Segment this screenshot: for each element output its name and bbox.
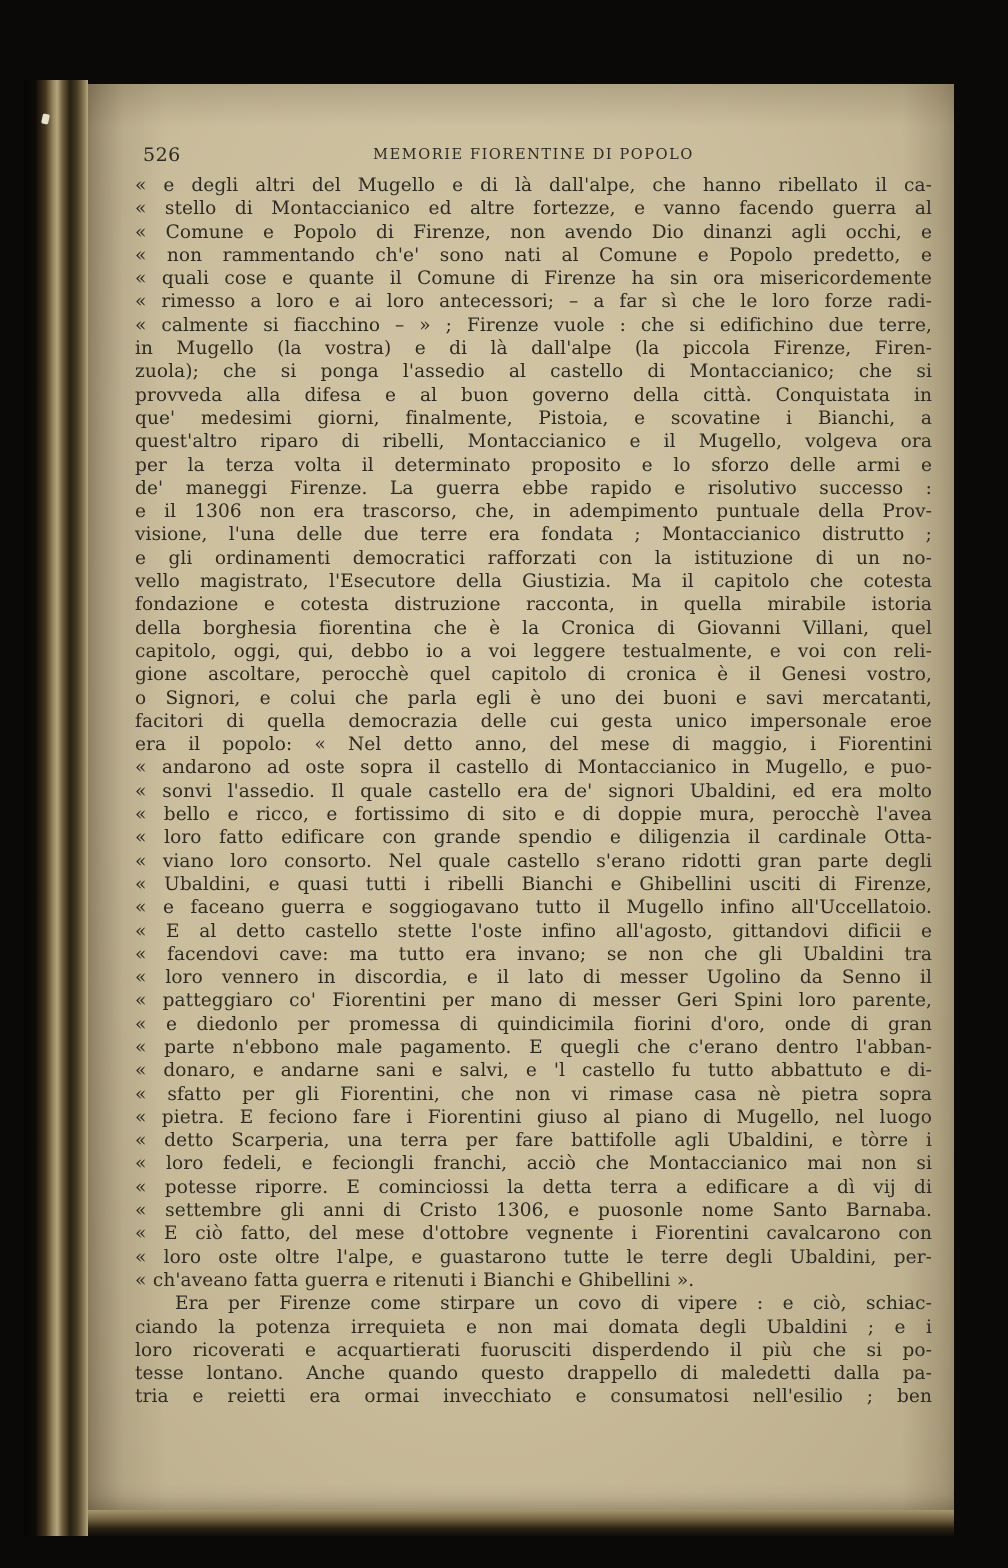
text-line: « sfatto per gli Fiorentini, che non vi rimase casa nè pietra sopra <box>135 1083 932 1105</box>
text-line: vello magistrato, l'Esecutore della Giustizia. Ma il capitolo che cotesta <box>135 571 932 593</box>
text-line: facitori di quella democrazia delle cui gesta unico impersonale eroe <box>135 710 932 732</box>
text-line: loro ricoverati e acquartierati fuorusciti disperdendo il più che si po- <box>135 1339 932 1361</box>
text-line: « calmente si fiacchino – » ; Firenze vuole : che si edifichino due terre, <box>135 314 932 336</box>
text-line: e gli ordinamenti democratici rafforzati con la istituzione di un no- <box>135 547 932 569</box>
text-line: tesse lontano. Anche quando questo drappello di maledetti dalla pa- <box>135 1363 932 1385</box>
text-line: visione, l'una delle due terre era fondata ; Montaccianico distrutto ; <box>135 524 932 546</box>
paper-chip <box>41 113 50 124</box>
text-line: Era per Firenze come stirpare un covo di vipere : e ciò, schiac- <box>175 1293 932 1315</box>
page-bottom-edge <box>88 1510 954 1538</box>
text-line: o Signori, e colui che parla egli è uno dei buoni e savi mercatanti, <box>135 687 932 709</box>
page-number: 526 <box>143 144 181 166</box>
text-line: « facendovi cave: ma tutto era invano; se non che gli Ubaldini tra <box>135 943 932 965</box>
text-line: fondazione e cotesta distruzione racconta, in quella mirabile istoria <box>135 594 932 616</box>
text-line: « viano loro consorto. Nel quale castello s'erano ridotti gran parte degli <box>135 850 932 872</box>
text-line: « E ciò fatto, del mese d'ottobre vegnente i Fiorentini cavalcarono con <box>135 1223 932 1245</box>
text-line: e il 1306 non era trascorso, che, in adempimento puntuale della Prov- <box>135 501 932 523</box>
text-line: zuola); che si ponga l'assedio al castello di Montaccianico; che si <box>135 361 932 383</box>
text-line: in Mugello (la vostra) e di là dall'alpe (la piccola Firenze, Firen- <box>135 338 932 360</box>
book-page <box>88 84 954 1510</box>
text-line: per la terza volta il determinato proposito e lo sforzo delle armi e <box>135 454 932 476</box>
text-line: « sonvi l'assedio. Il quale castello era de' signori Ubaldini, ed era molto <box>135 780 932 802</box>
text-line: ciando la potenza irrequieta e non mai domata degli Ubaldini ; e i <box>135 1316 932 1338</box>
text-line: « andarono ad oste sopra il castello di Montaccianico in Mugello, e puo- <box>135 757 932 779</box>
text-line: provveda alla difesa e al buon governo della città. Conquistata in <box>135 384 932 406</box>
text-line: « Comune e Popolo di Firenze, non avendo Dio dinanzi agli occhi, e <box>135 221 932 243</box>
text-line: « ch'aveano fatta guerra e ritenuti i Bianchi e Ghibellini ». <box>135 1269 695 1291</box>
text-line: « parte n'ebbono male pagamento. E quegli che c'erano dentro l'abban- <box>135 1036 932 1058</box>
text-line: « detto Scarperia, una terra per fare battifolle agli Ubaldini, e tòrre i <box>135 1130 932 1152</box>
text-line: « loro fedeli, e feciongli franchi, acciò che Montaccianico mai non si <box>135 1153 932 1175</box>
text-line: « loro fatto edificare con grande spendio e diligenzia il cardinale Otta- <box>135 827 932 849</box>
text-line: que' medesimi giorni, finalmente, Pistoia, e scovatine i Bianchi, a <box>135 407 932 429</box>
text-line: della borghesia fiorentina che è la Cronica di Giovanni Villani, quel <box>135 617 932 639</box>
text-line: « Ubaldini, e quasi tutti i ribelli Bianchi e Ghibellini usciti di Firenze, <box>135 873 932 895</box>
text-line: « e diedonlo per promessa di quindicimila fiorini d'oro, onde di gran <box>135 1013 932 1035</box>
text-line: tria e reietti era ormai invecchiato e consumatosi nell'esilio ; ben <box>135 1386 932 1408</box>
text-line: « loro oste oltre l'alpe, e guastarono tutte le terre degli Ubaldini, per- <box>135 1246 932 1268</box>
text-line: « patteggiaro co' Fiorentini per mano di messer Geri Spini loro parente, <box>135 990 932 1012</box>
running-header: MEMORIE FIORENTINE DI POPOLO <box>373 147 694 163</box>
book-spine <box>24 80 88 1536</box>
text-line: « settembre gli anni di Cristo 1306, e puosonle nome Santo Barnaba. <box>135 1200 932 1222</box>
text-line: era il popolo: « Nel detto anno, del mese di maggio, i Fiorentini <box>135 734 932 756</box>
text-line: « rimesso a loro e ai loro antecessori; – a far sì che le loro forze radi- <box>135 291 932 313</box>
text-line: « potesse riporre. E cominciossi la detta terra a edificare a dì vij di <box>135 1176 932 1198</box>
text-line: « non rammentando ch'e' sono nati al Comune e Popolo predetto, e <box>135 244 932 266</box>
text-line: « donaro, e andarne sani e salvi, e 'l castello fu tutto abbattuto e di- <box>135 1060 932 1082</box>
text-line: capitolo, oggi, qui, debbo io a voi leggere testualmente, e voi con reli- <box>135 640 932 662</box>
text-line: « pietra. E feciono fare i Fiorentini giuso al piano di Mugello, nel luogo <box>135 1106 932 1128</box>
text-line: « bello e ricco, e fortissimo di sito e di doppie mura, perocchè l'avea <box>135 804 932 826</box>
text-line: « loro vennero in discordia, e il lato di messer Ugolino da Senno il <box>135 967 932 989</box>
text-line: de' maneggi Firenze. La guerra ebbe rapido e risolutivo successo : <box>135 477 932 499</box>
text-line: « quali cose e quante il Comune di Firenze ha sin ora misericordemente <box>135 268 932 290</box>
text-line: quest'altro riparo di ribelli, Montaccianico e il Mugello, volgeva ora <box>135 431 932 453</box>
page-header <box>135 144 932 170</box>
text-line: « E al detto castello stette l'oste infino all'agosto, gittandovi dificii e <box>135 920 932 942</box>
text-line: « e faceano guerra e soggiogavano tutto il Mugello infino all'Uccellatoio. <box>135 897 932 919</box>
body-text <box>135 174 932 1409</box>
text-line: « stello di Montaccianico ed altre fortezze, e vanno facendo guerra al <box>135 198 932 220</box>
text-line: gione ascoltare, perocchè quel capitolo di cronica è il Genesi vostro, <box>135 664 932 686</box>
page-content <box>88 84 954 1409</box>
text-line: « e degli altri del Mugello e di là dall'alpe, che hanno ribellato il ca- <box>135 175 932 196</box>
